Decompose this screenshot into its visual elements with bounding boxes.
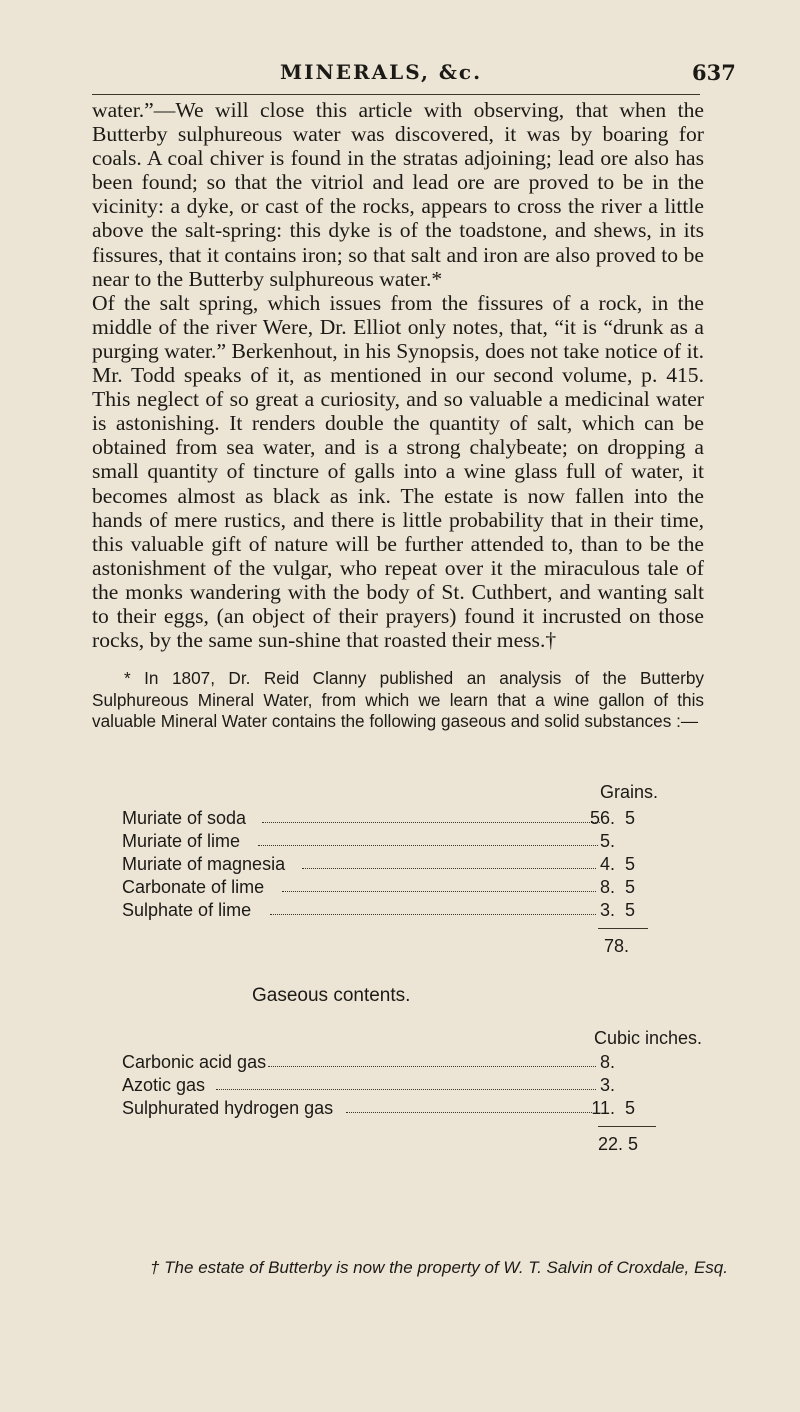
gas-name: Sulphurated hydrogen gas [122,1098,334,1118]
dot-leader [282,891,596,892]
cubic-inches-total-fraction: 5 [628,1134,639,1154]
page-number: 637 [692,60,736,85]
dot-leader [302,868,596,869]
sum-rule [598,1126,656,1127]
grains-value: 4. [599,854,615,874]
header-rule [92,94,700,95]
cubic-inches-value: 8. [599,1052,615,1072]
table-row [0,1098,800,1122]
table-row [0,1075,800,1099]
grains-total: 78. [604,936,630,956]
running-title: MINERALS, &c. [280,60,483,84]
dot-leader [270,914,596,915]
dot-leader [268,1066,596,1067]
gas-name: Carbonic acid gas [122,1052,267,1072]
paragraph-1: water.”—We will close this article with observing, that when the Butterby sulphureous water was discovered, it was by boaring for coals. A coal chiver is found in the stratas adjoining; lead ore also has been found; so that the vitriol and lead ore are proved to be in the vicinity: a dyke, or cast of the rocks, appears to cross the river a little above the salt-spring: this dyke is of the toadstone, and shews, in its fissures, that it contains iron; so that salt and iron are also proved to be near to the Butterby sulphureous water.* [92,98,704,291]
substance-name: Muriate of soda [122,808,247,828]
dot-leader [262,822,600,823]
substance-name: Muriate of lime [122,831,241,851]
table-row [0,900,800,924]
footnote-text: * In 1807, Dr. Reid Clanny published an analysis of the Butterby Sulphureous Mineral Water, from which we learn that a wine gallon of this valuable Mineral Water contains the following gaseous and solid substances :— [92,668,704,731]
main-text [92,98,704,652]
cubic-inches-value: 3. [599,1075,615,1095]
table-row [0,831,800,855]
grains-value: 5. [599,831,615,851]
footnote-intro [92,668,704,733]
dot-leader [258,845,598,846]
table-row [0,854,800,878]
grains-value: 3. [599,900,615,920]
grains-column-header: Grains. [600,782,659,802]
substance-name: Muriate of magnesia [122,854,286,874]
dagger-footnote: † The estate of Butterby is now the property of W. T. Salvin of Croxdale, Esq. [150,1258,728,1277]
grains-fraction: 5 [625,877,636,897]
dot-leader [346,1112,592,1113]
table-row [0,808,800,832]
grains-value: 8. [599,877,615,897]
cubic-inches-header: Cubic inches. [594,1028,703,1048]
cubic-inches-fraction: 5 [625,1098,636,1118]
gas-name: Azotic gas [122,1075,206,1095]
cubic-inches-value: 11. [591,1098,615,1118]
substance-name: Sulphate of lime [122,900,252,920]
grains-fraction: 5 [625,900,636,920]
grains-fraction: 5 [625,808,636,828]
gaseous-contents-heading: Gaseous contents. [252,985,411,1006]
dot-leader [216,1089,596,1090]
paragraph-2: Of the salt spring, which issues from the fissures of a rock, in the middle of the river Were, Dr. Elliot only notes, that, “it is “drunk as a purging water.” Berkenhout, in his Synopsis, does not take notice of it. Mr. Todd speaks of it, as mentioned in our second volume, p. 415. This neglect of so great a curiosity, and so valuable a medicinal water is astonishing. It renders double the quantity of salt, which can be obtained from sea water, and is a strong chalybeate; on dropping a small quantity of tincture of galls into a wine glass full of water, it becomes almost as black as ink. The estate is now fallen into the hands of mere rustics, and there is little probability that in their time, this valuable gift of nature will be further attended to, than to be the astonishment of the vulgar, who repeat over it the miraculous tale of the monks wandering with the body of St. Cuthbert, and wanting salt to their eggs, (an object of their prayers) found it incrusted on those rocks, by the same sun-shine that roasted their mess.† [92,290,704,653]
sum-rule [598,928,648,929]
running-head [0,60,800,90]
grains-value: 56. [589,808,615,828]
substance-name: Carbonate of lime [122,877,265,897]
grains-fraction: 5 [625,854,636,874]
table-row [0,1052,800,1076]
table-row [0,877,800,901]
cubic-inches-total: 22. [598,1134,624,1154]
